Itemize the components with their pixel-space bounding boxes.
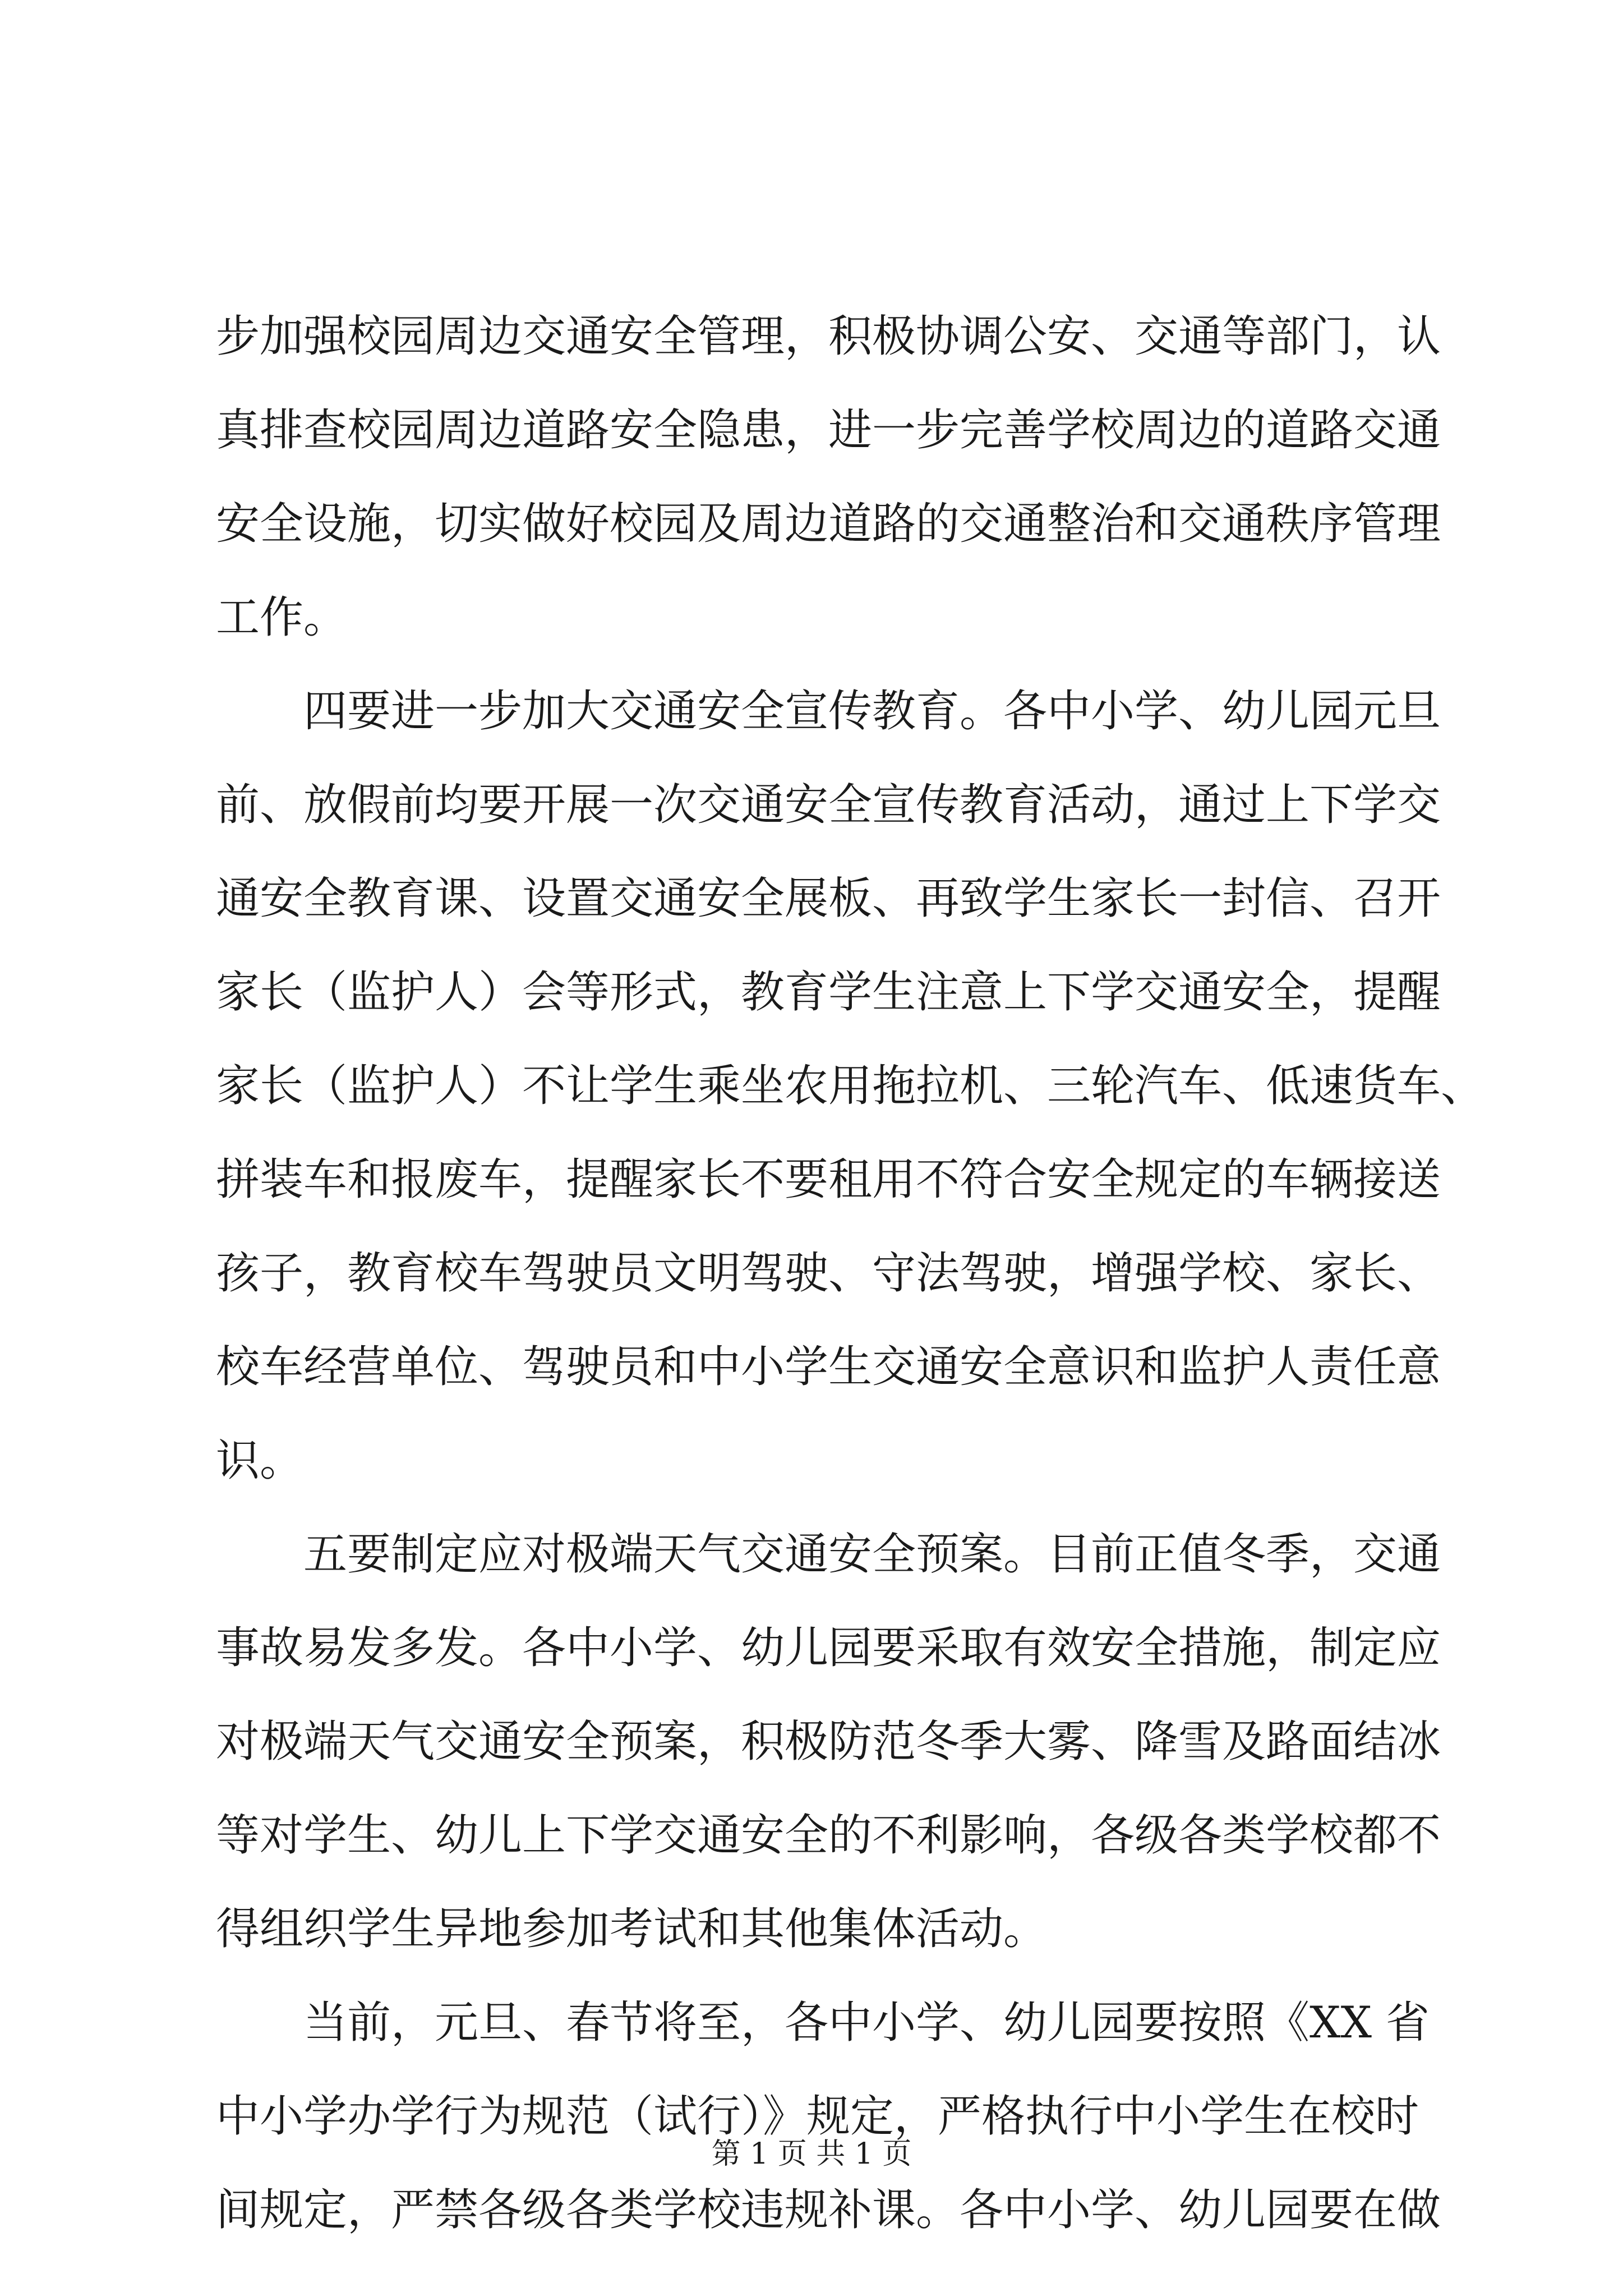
text-line: 四要进一步加大交通安全宣传教育。各中小学、幼儿园元旦 xyxy=(303,686,1441,737)
text-line: 五要制定应对极端天气交通安全预案。目前正值冬季，交通 xyxy=(303,1529,1441,1580)
text-line: 当前，元旦、春节将至，各中小学、幼儿园要按照《XX 省 xyxy=(303,1998,1430,2048)
text-line: 对极端天气交通安全预案，积极防范冬季大雾、降雪及路面结冰 xyxy=(216,1717,1441,1767)
text-line: 校车经营单位、驾驶员和中小学生交通安全意识和监护人责任意 xyxy=(216,1342,1441,1392)
text-line: 安全设施，切实做好校园及周边道路的交通整治和交通秩序管理 xyxy=(216,499,1441,549)
text-line: 前、放假前均要开展一次交通安全宣传教育活动，通过上下学交 xyxy=(216,780,1441,830)
text-line: 事故易发多发。各中小学、幼儿园要采取有效安全措施，制定应 xyxy=(216,1623,1441,1673)
text-line: 间规定，严禁各级各类学校违规补课。各中小学、幼儿园要在做 xyxy=(216,2185,1441,2235)
text-line: 真排查校园周边道路安全隐患，进一步完善学校周边的道路交通 xyxy=(216,405,1441,455)
text-line: 拼装车和报废车，提醒家长不要租用不符合安全规定的车辆接送 xyxy=(216,1154,1441,1205)
text-line: 中小学办学行为规范（试行）》规定，严格执行中小学生在校时 xyxy=(216,2091,1419,2142)
text-line: 工作。 xyxy=(216,592,348,643)
text-line: 识。 xyxy=(216,1435,304,1486)
text-line: 孩子，教育校车驾驶员文明驾驶、守法驾驶，增强学校、家长、 xyxy=(216,1248,1441,1299)
text-line: 等对学生、幼儿上下学交通安全的不利影响，各级各类学校都不 xyxy=(216,1810,1441,1861)
text-line: 通安全教育课、设置交通安全展板、再致学生家长一封信、召开 xyxy=(216,873,1441,924)
text-line: 步加强校园周边交通安全管理，积极协调公安、交通等部门，认 xyxy=(216,311,1441,362)
page-footer: 第 1 页 共 1 页 xyxy=(711,2137,912,2171)
text-line: 家长（监护人）会等形式，教育学生注意上下学交通安全，提醒 xyxy=(216,967,1441,1018)
text-line: 得组织学生异地参加考试和其他集体活动。 xyxy=(216,1904,1048,1954)
text-line: 家长（监护人）不让学生乘坐农用拖拉机、三轮汽车、低速货车、 xyxy=(216,1061,1485,1111)
